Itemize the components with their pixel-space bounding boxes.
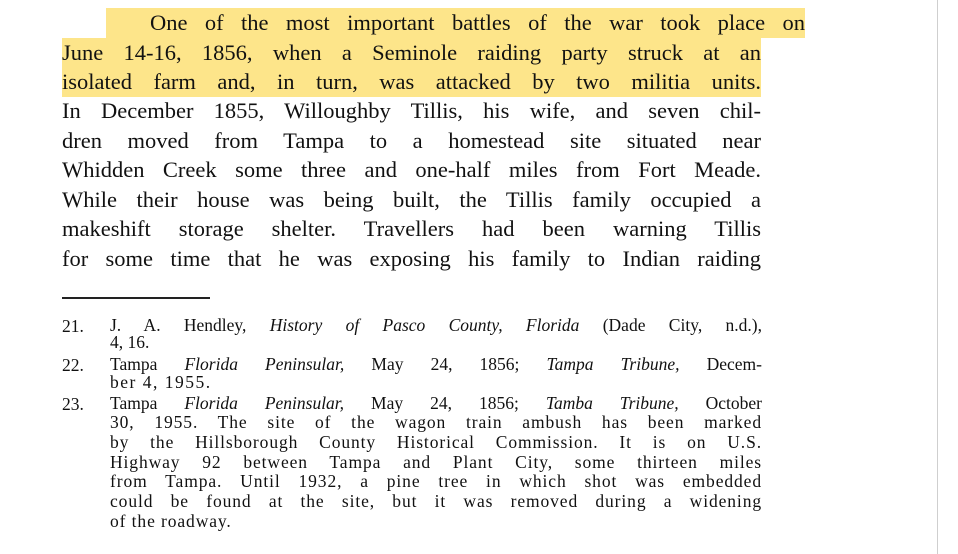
body-line-2 xyxy=(62,38,761,68)
footnote-text: May 24, 1856; xyxy=(344,393,546,413)
footnote-21-line-2 xyxy=(110,333,762,353)
footnote-23-line-5 xyxy=(110,472,762,492)
footnote-title: Tampa Tribune, xyxy=(546,354,680,374)
footnote-title: History of Pasco County, Florida xyxy=(269,315,580,335)
footnote-text: J. A. Hendley, xyxy=(110,315,270,335)
body-line-3 xyxy=(62,67,761,97)
page-edge xyxy=(937,0,938,554)
footnote-23-line-1 xyxy=(110,394,762,414)
highlighted-text: June 14-16, 1856, when a Seminole raiding party struck at an xyxy=(62,38,761,68)
footnote-number: 23. xyxy=(62,394,84,414)
footnote-text: Tampa xyxy=(110,393,185,413)
footnote-text: of the roadway. xyxy=(110,511,232,531)
footnote-text: could be found at the site, but it was removed during a widening xyxy=(110,491,762,511)
body-line-6: Whidden Creek some three and one-half miles from Fort Meade. xyxy=(62,157,761,182)
footnote-text: (Dade City, n.d.), xyxy=(579,315,762,335)
footnote-text: Tampa xyxy=(110,354,185,374)
footnote-number: 21. xyxy=(62,316,84,336)
footnote-text: 30, 1955. The site of the wagon train ambush has been marked xyxy=(110,412,762,432)
highlighted-text: One of the most important battles of the war took place on xyxy=(106,8,805,38)
footnote-title: Tamba Tribune, xyxy=(545,393,679,413)
footnote-text: by the Hillsborough County Historical Commission. It is on U.S. xyxy=(110,432,762,452)
highlighted-text: isolated farm and, in turn, was attacked by two militia units. xyxy=(62,67,761,97)
footnote-23-line-3 xyxy=(110,433,762,453)
footnote-separator xyxy=(62,297,210,299)
body-line-4: In December 1855, Willoughby Tillis, his wife, and seven chil- xyxy=(62,98,761,123)
footnote-23-line-4 xyxy=(110,453,762,473)
footnote-23-line-7 xyxy=(110,512,762,532)
footnote-23-line-2 xyxy=(110,413,762,433)
body-line-1 xyxy=(62,8,805,38)
footnote-title: Florida Peninsular, xyxy=(184,393,345,413)
body-line-5: dren moved from Tampa to a homestead site situated near xyxy=(62,128,761,153)
body-line-9: for some time that he was exposing his family to Indian raiding xyxy=(62,246,761,271)
body-line-7: While their house was being built, the Tillis family occupied a xyxy=(62,187,761,212)
footnote-text: October xyxy=(678,393,762,413)
footnote-number: 22. xyxy=(62,355,84,375)
footnote-text: 4, 16. xyxy=(110,332,150,352)
footnote-text: Highway 92 between Tampa and Plant City, some thirteen miles xyxy=(110,452,762,472)
footnote-text: from Tampa. Until 1932, a pine tree in which shot was embedded xyxy=(110,471,762,491)
footnote-text: ber 4, 1955. xyxy=(110,372,212,392)
footnote-23-line-6 xyxy=(110,492,762,512)
footnote-title: Florida Peninsular, xyxy=(184,354,345,374)
footnote-text: Decem- xyxy=(679,354,762,374)
footnote-text: May 24, 1856; xyxy=(344,354,547,374)
footnote-22-line-2 xyxy=(110,373,762,393)
body-line-8: makeshift storage shelter. Travellers had been warning Tillis xyxy=(62,216,761,241)
